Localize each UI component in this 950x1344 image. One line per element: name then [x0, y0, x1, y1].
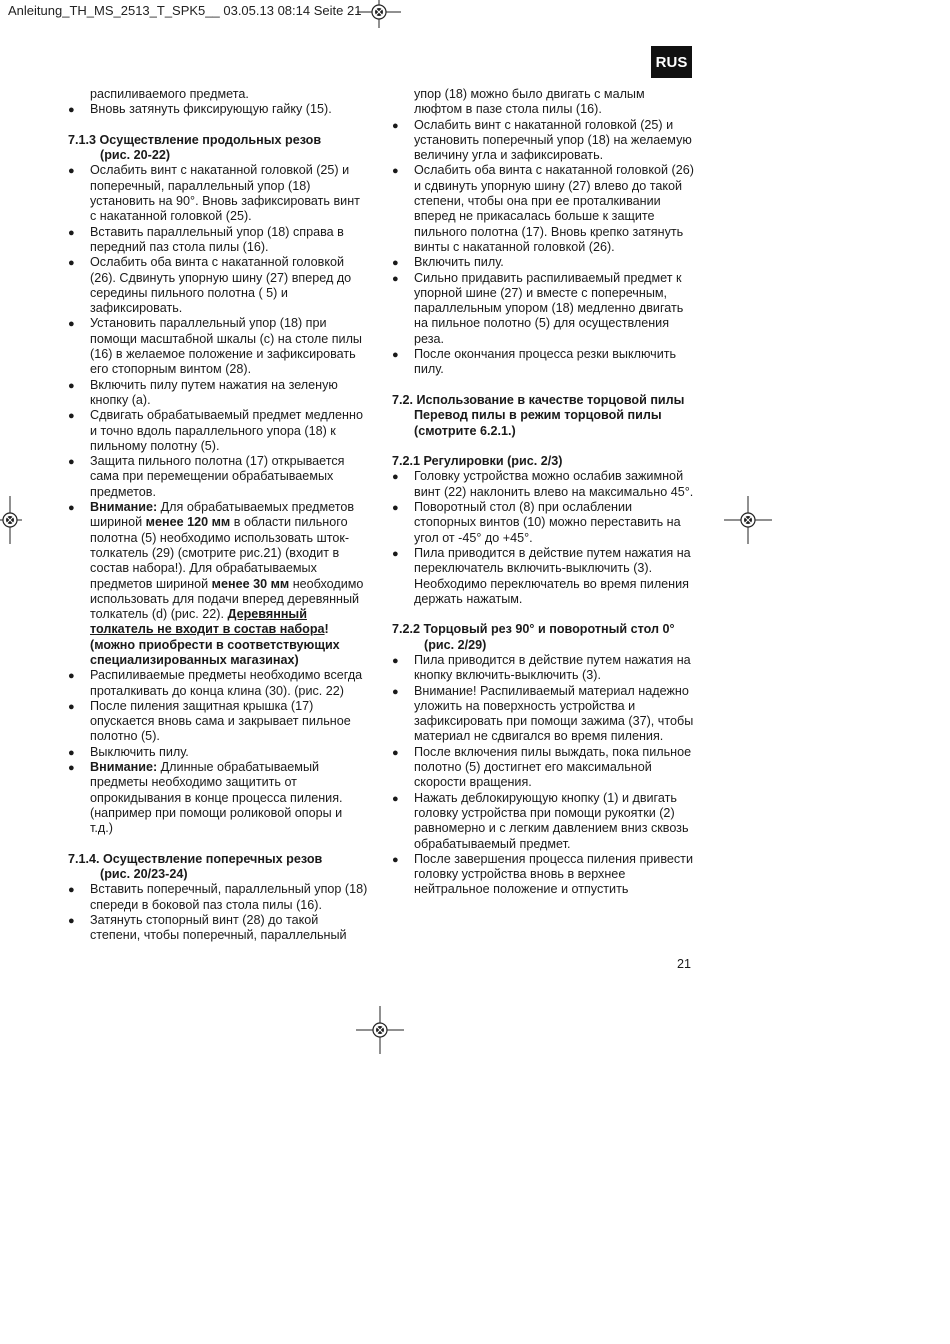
- list-item: ● Пила приводится в действие путем нажатия на кнопку включить-выключить (3).: [392, 653, 694, 684]
- list-item: ● Нажать деблокирующую кнопку (1) и двигать головку устройства при помощи рукоятки (2) равномерно и с легким давлением вниз сквозь обрабатываемый предмет.: [392, 791, 694, 852]
- attention-label: Внимание:: [90, 500, 158, 515]
- right-column: [392, 87, 694, 898]
- list-item: ● Защита пильного полотна (17) открывается сама при перемещении обрабатываемых предметов.: [68, 454, 368, 500]
- text-run: в области пильного полотна (5) необходимо использовать шток-толкатель (29) (смотрите рис.21) (входит в состав набора!). Для обрабатываемых предметов шириной: [90, 515, 350, 591]
- heading-line: (рис. 20/23-24): [100, 867, 188, 882]
- continued-text: распиливаемого предмета.: [90, 87, 249, 101]
- section-heading-7-1-3: [68, 133, 368, 164]
- attention-label: Внимание:: [90, 760, 158, 775]
- heading-line: (рис. 20-22): [100, 148, 171, 163]
- list-item: ● Головку устройства можно ослабив зажимной винт (22) наклонить влево на максимально 45°.: [392, 469, 694, 500]
- list-item: ● Включить пилу путем нажатия на зеленую кнопку (a).: [68, 378, 368, 409]
- section-heading-7-1-4: [68, 852, 368, 883]
- section-heading-7-2-1: [392, 454, 694, 469]
- text-run: необходимо использовать для подачи вперед деревянный толкатель (d) (рис. 22).: [90, 576, 364, 622]
- list-item: ● Внимание! Распиливаемый материал надежно уложить на поверхность устройства и зафиксировать при помощи зажима (37), чтобы материал не сдвигался во время пиления.: [392, 684, 694, 745]
- heading-line: 7.1.4. Осуществление поперечных резов: [68, 851, 323, 866]
- heading-line: 7.2. Использование в качестве торцовой пилы: [392, 392, 685, 407]
- section-heading-7-2: [392, 393, 694, 439]
- list-item: ● Ослабить оба винта с накатанной головкой (26). Сдвинуть упорную шину (27) вперед до середины пильного полотна ( 5) и зафиксировать.: [68, 255, 368, 316]
- continued-text: упор (18) можно было двигать с малым люфтом в пазе стола пилы (16).: [414, 87, 645, 117]
- list-item: ● Ослабить винт с накатанной головкой (25) и поперечный, параллельный упор (18) установить на 90°. Вновь зафиксировать винт с накатанной головкой (25).: [68, 163, 368, 224]
- bold-run: ! (можно приобрести в соответствующих специализированных магазинах): [90, 622, 340, 667]
- list-item: ● Включить пилу.: [392, 255, 694, 270]
- bold-run: менее 120 мм: [145, 515, 231, 530]
- list-item: ● Затянуть стопорный винт (28) до такой степени, чтобы поперечный, параллельный: [68, 913, 368, 944]
- crosshair-registration-icon: [724, 496, 772, 544]
- text-run: Длинные обрабатываемый предметы необходимо защитить от опрокидывания в конце процесса пиления. (например при помощи роликовой опоры и т.д.): [90, 760, 343, 836]
- list-item: ● После пиления защитная крышка (17) опускается вновь сама и закрывает пильное полотно (5).: [68, 699, 368, 745]
- list-item: ● После включения пилы выждать, пока пильное полотно (5) достигнет его максимальной скорости вращения.: [392, 745, 694, 791]
- heading-line: 7.1.3 Осуществление продольных резов: [68, 132, 322, 147]
- heading-line: 7.2.1 Регулировки (рис. 2/3): [392, 454, 563, 469]
- bold-run: менее 30 мм: [211, 576, 290, 591]
- list-item: ● Сильно придавить распиливаемый предмет к упорной шине (27) и вместе с поперечным, параллельным упором (18) медленно двигать на пильное полотно (5) для осуществления реза.: [392, 271, 694, 347]
- page-number: 21: [677, 957, 692, 971]
- attention-list-item: [68, 500, 368, 668]
- heading-line: Перевод пилы в режим торцовой пилы: [414, 408, 662, 423]
- list-item: ● Выключить пилу.: [68, 745, 368, 760]
- list-item: ● После окончания процесса резки выключить пилу.: [392, 347, 694, 378]
- list-item: ● Вставить поперечный, параллельный упор (18) спереди в боковой паз стола пилы (16).: [68, 882, 368, 913]
- list-item: ● Сдвигать обрабатываемый предмет медленно и точно вдоль параллельного упора (18) к пильному полотну (5).: [68, 408, 368, 454]
- list-item: ● Ослабить оба винта с накатанной головкой (26) и сдвинуть упорную шину (27) влево до такой степени, чтобы она при ее проталкивании вперед не прикасалась больше к защите пильного полотна (17). Вновь крепко затянуть винты с накатанной головкой (26).: [392, 163, 694, 255]
- heading-line: (смотрите 6.2.1.): [414, 423, 516, 438]
- list-item: ● Вставить параллельный упор (18) справа в передний паз стола пилы (16).: [68, 225, 368, 256]
- section-heading-7-2-2: [392, 622, 694, 653]
- underlined-bold-run: Деревянный толкатель не входит в состав набора: [90, 607, 325, 637]
- crosshair-registration-icon: [356, 1006, 404, 1054]
- list-item: ● Установить параллельный упор (18) при помощи масштабной шкалы (с) на столе пилы (16) в желаемое положение и зафиксировать его стопорным винтом (28).: [68, 316, 368, 377]
- language-badge: RUS: [651, 46, 692, 78]
- list-item: ● Вновь затянуть фиксирующую гайку (15).: [68, 102, 368, 117]
- file-header-line: Anleitung_TH_MS_2513_T_SPK5__ 03.05.13 08:14 Seite 21: [8, 3, 362, 18]
- heading-line: 7.2.2 Торцовый рез 90° и поворотный стол 0°: [392, 622, 675, 637]
- heading-line: (рис. 2/29): [424, 637, 487, 652]
- attention-list-item: [68, 760, 368, 836]
- text-run: Для обрабатываемых предметов шириной: [90, 500, 355, 530]
- list-item: ● Распиливаемые предметы необходимо всегда проталкивать до конца клина (30). (рис. 22): [68, 668, 368, 699]
- crosshair-registration-icon: [357, 0, 401, 28]
- list-item: ● Пила приводится в действие путем нажатия на переключатель включить-выключить (3). Необходимо переключатель во время пиления держать нажатым.: [392, 546, 694, 607]
- list-item: ● Поворотный стол (8) при ослаблении стопорных винтов (10) можно переставить на угол от -45° до +45°.: [392, 500, 694, 546]
- list-item: ● Ослабить винт с накатанной головкой (25) и установить поперечный упор (18) на желаемую величину угла и зафиксировать.: [392, 118, 694, 164]
- left-column: [68, 87, 368, 944]
- crosshair-registration-icon: [0, 496, 22, 544]
- list-item: ● После завершения процесса пиления привести головку устройства вновь в верхнее нейтральное положение и отпустить: [392, 852, 694, 898]
